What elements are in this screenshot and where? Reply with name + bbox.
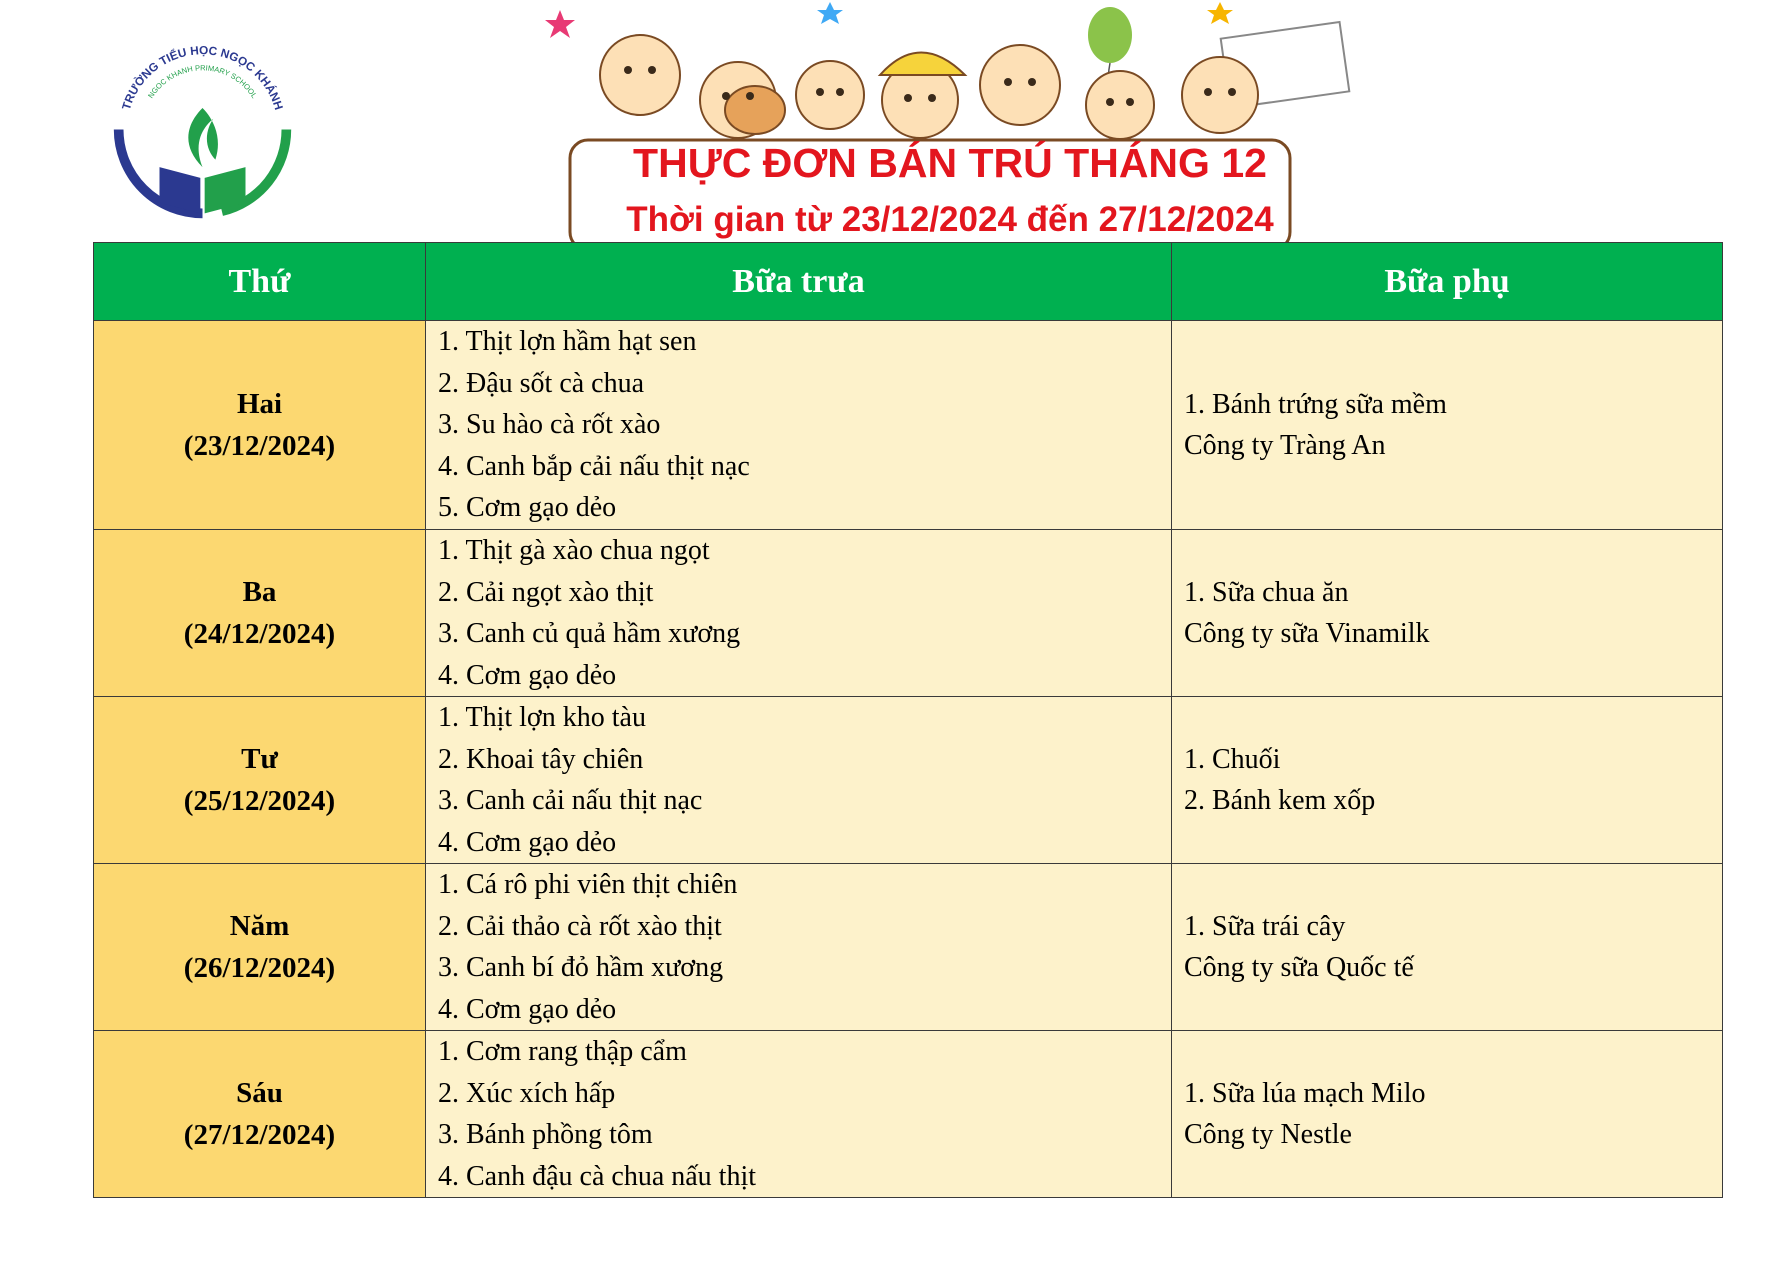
page-subtitle: Thời gian từ 23/12/2024 đến 27/12/2024 — [626, 200, 1274, 239]
lunch-item: 1. Cá rô phi viên thịt chiên — [438, 869, 738, 900]
lunch-item: 4. Cơm gạo dẻo — [438, 993, 617, 1025]
lunch-cell — [426, 1031, 1172, 1198]
table-row — [94, 530, 1723, 697]
day-cell — [94, 864, 426, 1031]
snack-cell — [1172, 1031, 1723, 1198]
lunch-item: 4. Canh đậu cà chua nấu thịt — [438, 1160, 757, 1192]
table-row — [94, 864, 1723, 1031]
lunch-item: 1. Thịt lợn hầm hạt sen — [438, 326, 697, 358]
day-cell — [94, 1031, 426, 1198]
snack-item: 1. Chuối — [1184, 743, 1281, 775]
day-name: Năm — [229, 910, 290, 942]
table-row — [94, 1031, 1723, 1198]
snack-cell — [1172, 864, 1723, 1031]
lunch-item: 2. Khoai tây chiên — [438, 743, 644, 775]
svg-text:TRƯỜNG TIỂU HỌC NGỌC KHÁNH — [119, 43, 286, 111]
snack-item: 1. Sữa lúa mạch Milo — [1184, 1077, 1426, 1109]
snack-item: Công ty Nestle — [1184, 1119, 1352, 1150]
lunch-item: 2. Cải ngọt xào thịt — [438, 576, 654, 608]
day-date: (24/12/2024) — [183, 618, 336, 650]
day-name: Sáu — [236, 1077, 283, 1109]
day-name: Tư — [241, 743, 278, 775]
day-date: (23/12/2024) — [183, 430, 336, 462]
table-row — [94, 321, 1723, 530]
snack-cell — [1172, 530, 1723, 697]
lunch-cell — [426, 321, 1172, 530]
snack-item: Công ty sữa Vinamilk — [1184, 618, 1430, 649]
day-name: Ba — [242, 576, 277, 608]
lunch-item: 1. Thịt gà xào chua ngọt — [438, 535, 710, 566]
lunch-item: 5. Cơm gạo dẻo — [438, 492, 617, 524]
snack-cell — [1172, 697, 1723, 864]
snack-item: 1. Sữa chua ăn — [1184, 576, 1349, 608]
lunch-item: 2. Đậu sốt cà chua — [438, 367, 645, 399]
lunch-item: 3. Canh bí đỏ hầm xương — [438, 952, 724, 983]
lunch-item: 3. Canh cải nấu thịt nạc — [438, 785, 703, 816]
day-cell — [94, 321, 426, 530]
lunch-item: 4. Canh bắp cải nấu thịt nạc — [438, 450, 750, 482]
day-name: Hai — [236, 388, 283, 420]
snack-item: 1. Bánh trứng sữa mềm — [1184, 388, 1447, 420]
page-title: THỰC ĐƠN BÁN TRÚ THÁNG 12 — [633, 140, 1267, 186]
day-date: (25/12/2024) — [183, 785, 336, 817]
snack-item: 1. Sữa trái cây — [1184, 910, 1346, 942]
lunch-cell — [426, 864, 1172, 1031]
day-date: (27/12/2024) — [183, 1119, 336, 1151]
lunch-item: 4. Cơm gạo dẻo — [438, 659, 617, 691]
day-cell — [94, 530, 426, 697]
snack-cell — [1172, 321, 1723, 530]
lunch-item: 3. Canh củ quả hầm xương — [438, 618, 741, 649]
table-header-row — [94, 243, 1723, 321]
column-header-lunch: Bữa trưa — [426, 243, 1172, 321]
logo-school-name-en: NGOC KHANH PRIMARY SCHOOL — [146, 63, 259, 100]
lunch-cell — [426, 530, 1172, 697]
table-row — [94, 697, 1723, 864]
lunch-item: 2. Xúc xích hấp — [438, 1077, 616, 1109]
column-header-day: Thứ — [94, 243, 426, 321]
snack-item: Công ty sữa Quốc tế — [1184, 952, 1414, 983]
snack-item: 2. Bánh kem xốp — [1184, 785, 1376, 816]
lunch-item: 1. Thịt lợn kho tàu — [438, 702, 646, 733]
lunch-cell — [426, 697, 1172, 864]
menu-table — [93, 242, 1723, 1198]
school-logo — [95, 22, 310, 237]
day-cell — [94, 697, 426, 864]
lunch-item: 3. Su hào cà rốt xào — [438, 409, 661, 441]
lunch-item: 1. Cơm rang thập cẩm — [438, 1036, 687, 1067]
lunch-item: 4. Cơm gạo dẻo — [438, 826, 617, 858]
snack-item: Công ty Tràng An — [1184, 430, 1386, 461]
logo-school-name: TRƯỜNG TIỂU HỌC NGỌC KHÁNH — [119, 43, 286, 112]
day-date: (26/12/2024) — [183, 952, 336, 984]
lunch-item: 2. Cải thảo cà rốt xào thịt — [438, 910, 722, 942]
column-header-snack: Bữa phụ — [1172, 243, 1723, 321]
lunch-item: 3. Bánh phồng tôm — [438, 1119, 653, 1150]
